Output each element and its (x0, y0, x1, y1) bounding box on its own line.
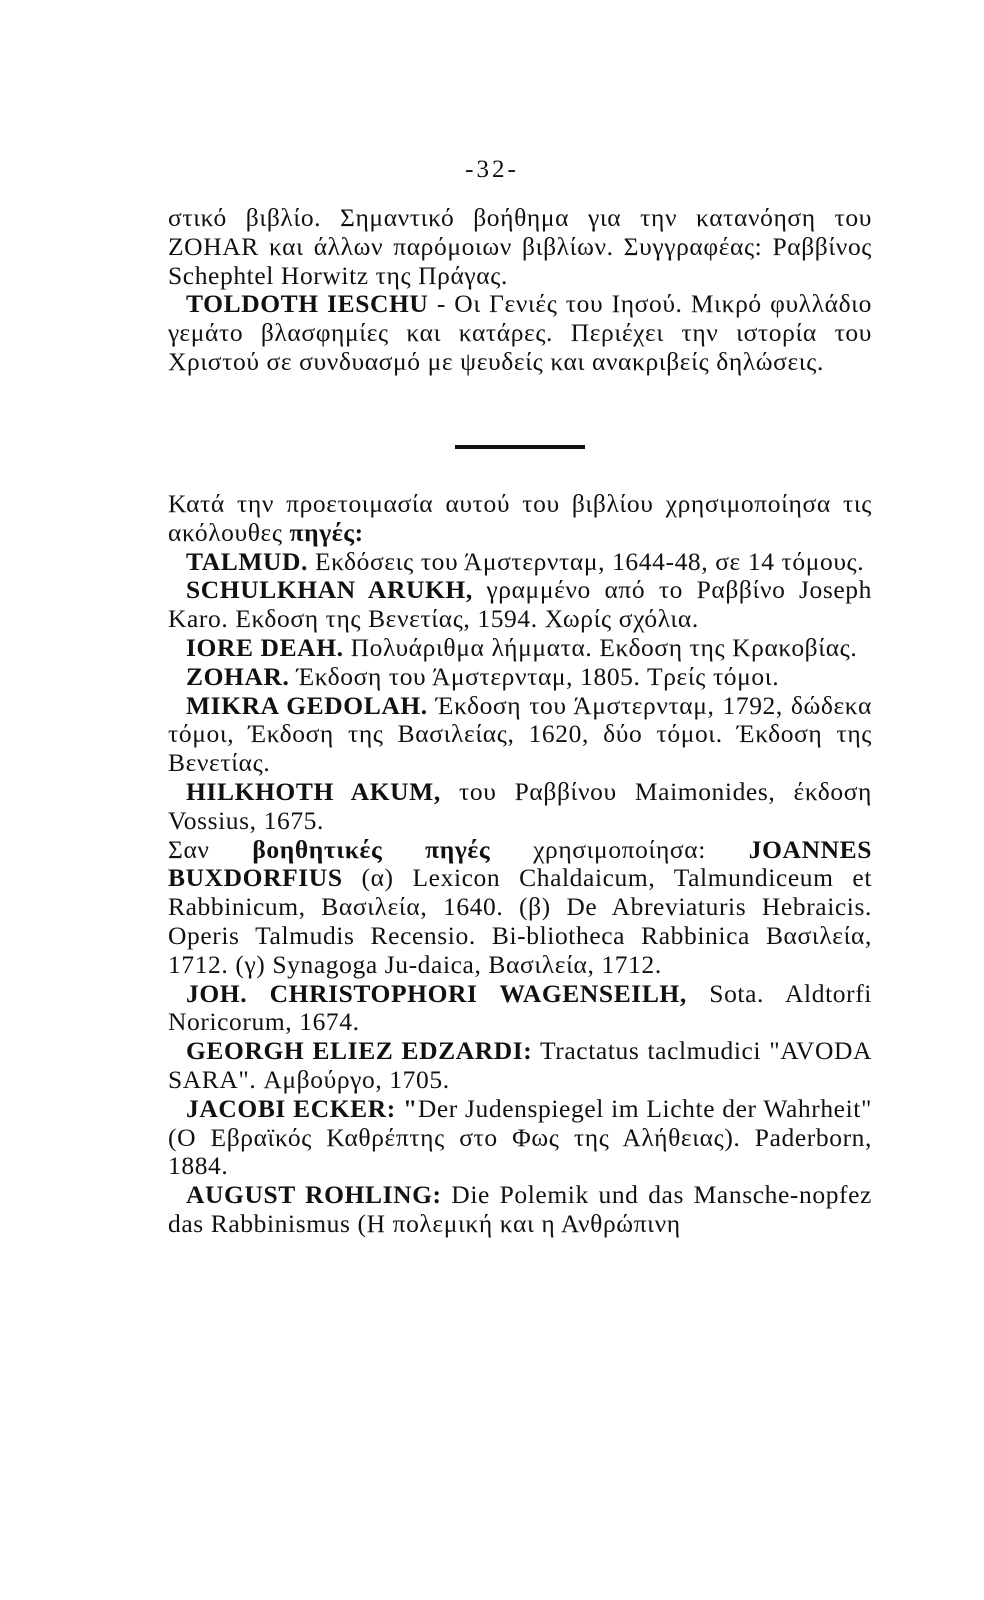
intro-bold: πηγές: (289, 517, 364, 547)
auxiliary-sources (168, 836, 872, 980)
paragraph-continuation: στικό βιβλίο. Σημαντικό βοήθημα για την κατανόηση του ZOHAR και άλλων παρόμοιων βιβλίων. Συγγραφέας: Ραββίνος Schephtel Horwitz της Πράγας. (168, 203, 872, 290)
sources-intro (168, 490, 872, 548)
source-text: Tractatus taclmudici "AVODA SARA". Αμβούργο, 1705. (168, 1036, 872, 1094)
source-text: Sota. Aldtorfi Noricorum, 1674. (168, 978, 872, 1037)
source-entry (168, 1037, 872, 1095)
source-entry (168, 548, 872, 577)
source-title: MIKRA GEDOLAH. (186, 690, 428, 720)
source-entry (168, 1095, 872, 1181)
source-title: JOH. CHRISTOPHORI WAGENSEILH, (186, 978, 687, 1008)
entry-text: - Οι Γενιές του Ιησού. Μικρό φυλλάδιο γεμάτο βλασφημίες και κατάρες. Περιέχει την ιστορία του Χριστού σε συνδυασμό με ψευδείς και ανακριβείς δηλώσεις. (168, 289, 872, 376)
aux-text: χρησιμοποίησα: (490, 834, 749, 864)
paragraph-toldoth (168, 290, 872, 376)
source-entry (168, 778, 872, 836)
source-title: TALMUD. (186, 546, 309, 576)
aux-bold: βοηθητικές πηγές (252, 834, 491, 864)
source-title: IORE DEAH. (186, 632, 344, 662)
source-entry (168, 692, 872, 778)
source-text: Der Judenspiegel im Lichte der Wahrheit" (Ο Εβραϊκός Καθρέπτης στο Φως της Αλήθειας). Paderborn, 1884. (168, 1093, 872, 1181)
aux-text: (α) Lexicon Chaldaicum, Talmundiceum et Rabbinicum, Βασιλεία, 1640. (β) De Abreviaturis Hebraicis. Operis Talmudis Recensio. Bi-bliotheca Rabbinica Βασιλεία, 1712. (γ) Synagoga Ju-daica, Βασιλεία, 1712. (168, 863, 872, 979)
page-number: -32- (465, 156, 519, 183)
top-text-block (168, 204, 872, 377)
source-entry (168, 980, 872, 1038)
source-text: του Ραββίνου Maimonides, έκδοση Vossius, 1675. (168, 776, 872, 835)
source-entry (168, 663, 872, 692)
source-text: Έκδοση του Άμστερνταμ, 1805. Τρείς τόμοι. (289, 661, 780, 691)
intro-text: Κατά την προετοιμασία αυτού του βιβλίου χρησιμοποίησα τις ακόλουθες (168, 489, 872, 547)
source-title: SCHULKHAN ARUKH, (186, 575, 473, 605)
source-text: Die Polemik und das Mansche-nopfez das Rabbinismus (Η πολεμική και η Ανθρώπινη (168, 1180, 872, 1238)
section-divider (455, 445, 585, 449)
source-entry (168, 576, 872, 634)
source-entry (168, 1181, 872, 1239)
source-title: JACOBI ECKER: " (186, 1093, 418, 1123)
aux-author: JOANNES BUXDORFIUS (168, 834, 872, 893)
sources-block (168, 490, 872, 1239)
source-text: γραμμένο από το Ραββίνο Joseph Karo. Εκδοση της Βενετίας, 1594. Χωρίς σχόλια. (168, 575, 873, 634)
source-text: Εκδόσεις του Άμστερνταμ, 1644-48, σε 14 τόμους. (308, 546, 865, 576)
aux-text: Σαν (168, 834, 253, 864)
source-title: ZOHAR. (186, 661, 290, 691)
source-title: AUGUST ROHLING: (186, 1180, 442, 1210)
entry-title: TOLDOTH IESCHU (186, 289, 429, 319)
source-text: Έκδοση του Άμστερνταμ, 1792, δώδεκα τόμοι, Έκδοση της Βασιλείας, 1620, δύο τόμοι. Έκδοση της Βενετίας. (168, 690, 872, 778)
source-entry (168, 634, 872, 663)
source-title: HILKHOTH AKUM, (186, 776, 441, 806)
source-title: GEORGH ELIEZ EDZARDI: (186, 1036, 533, 1066)
source-text: Πολυάριθμα λήμματα. Εκδοση της Κρακοβίας. (343, 632, 858, 662)
